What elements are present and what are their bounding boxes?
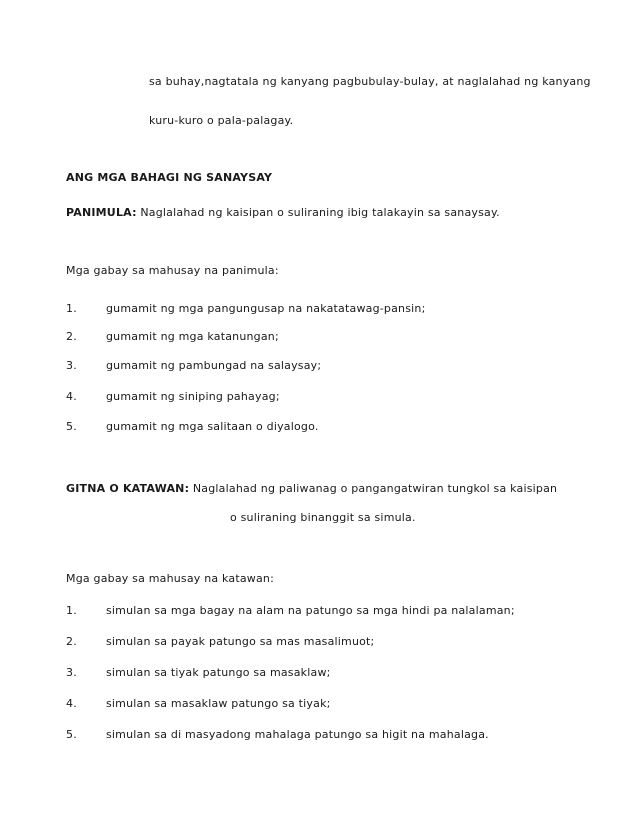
list-text: simulan sa di masyadong mahalaga patungo sa higit na mahalaga.: [106, 728, 489, 741]
list-text: simulan sa tiyak patungo sa masaklaw;: [106, 666, 331, 679]
list-text: gumamit ng mga pangungusap na nakatatawag-pansin;: [106, 302, 426, 315]
list-number: 3.: [66, 359, 77, 372]
list-text: simulan sa masaklaw patungo sa tiyak;: [106, 697, 331, 710]
list-number: 2.: [66, 330, 77, 343]
section-heading: ANG MGA BAHAGI NG SANAYSAY: [66, 171, 273, 184]
list-text: gumamit ng mga salitaan o diyalogo.: [106, 420, 319, 433]
gitna-paragraph: [66, 482, 557, 496]
gitna-text: Naglalahad ng paliwanag o pangangatwiran tungkol sa kaisipan: [189, 482, 558, 495]
list-number: 3.: [66, 666, 77, 679]
gitna-label: GITNA O KATAWAN:: [66, 482, 190, 495]
panimula-paragraph: [66, 206, 500, 220]
list-number: 1.: [66, 604, 77, 617]
list-number: 4.: [66, 697, 77, 710]
gitna-continuation: o suliraning binanggit sa simula.: [230, 511, 416, 524]
list-text: simulan sa mga bagay na alam na patungo sa mga hindi pa nalalaman;: [106, 604, 515, 617]
list-number: 5.: [66, 420, 77, 433]
katawan-guides-title: Mga gabay sa mahusay na katawan:: [66, 572, 275, 585]
list-text: gumamit ng pambungad na salaysay;: [106, 359, 322, 372]
list-text: gumamit ng mga katanungan;: [106, 330, 279, 343]
list-number: 1.: [66, 302, 77, 315]
list-text: simulan sa payak patungo sa mas masalimuot;: [106, 635, 375, 648]
intro-line-1: sa buhay,nagtatala ng kanyang pagbubulay-bulay, at naglalahad ng kanyang: [149, 75, 591, 88]
list-text: gumamit ng siniping pahayag;: [106, 390, 280, 403]
panimula-label: PANIMULA:: [66, 206, 137, 219]
panimula-text: Naglalahad ng kaisipan o suliraning ibig talakayin sa sanaysay.: [136, 206, 500, 219]
list-number: 4.: [66, 390, 77, 403]
intro-line-2: kuru-kuro o pala-palagay.: [149, 114, 294, 127]
panimula-guides-title: Mga gabay sa mahusay na panimula:: [66, 264, 279, 277]
list-number: 5.: [66, 728, 77, 741]
list-number: 2.: [66, 635, 77, 648]
